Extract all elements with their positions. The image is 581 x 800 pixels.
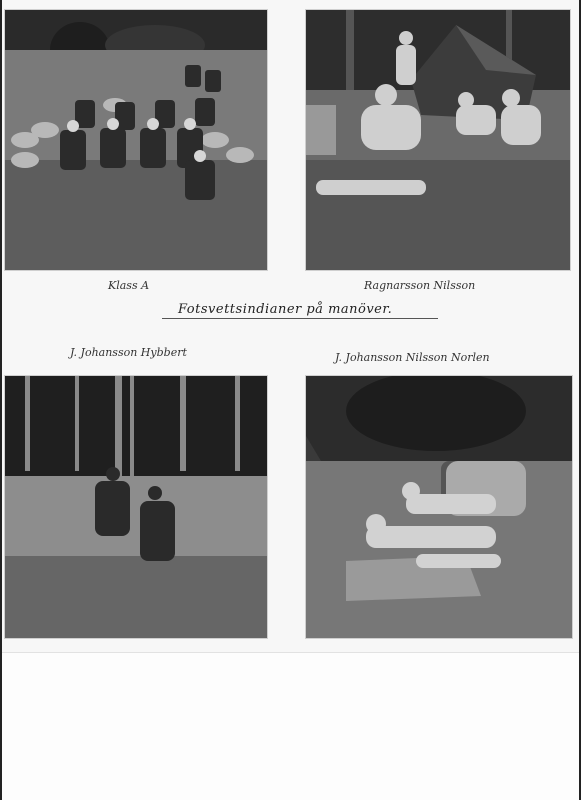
title-underline bbox=[162, 318, 438, 319]
photo-soldiers-seated bbox=[5, 10, 267, 270]
photo-forest-clearing bbox=[5, 376, 267, 638]
caption-top-left: Klass A bbox=[108, 279, 150, 292]
album-title: Fotsvettsindianer på manöver. bbox=[178, 302, 393, 317]
scan-edge-mark bbox=[0, 0, 2, 800]
caption-top-right: Ragnarsson Nilsson bbox=[364, 279, 476, 292]
photo-camp-tent bbox=[306, 10, 570, 270]
caption-bottom-right: J. Johansson Nilsson Norlen bbox=[335, 351, 490, 364]
photo-clearing-rest bbox=[306, 376, 572, 638]
caption-bottom-left: J. Johansson Hybbert bbox=[70, 346, 187, 359]
